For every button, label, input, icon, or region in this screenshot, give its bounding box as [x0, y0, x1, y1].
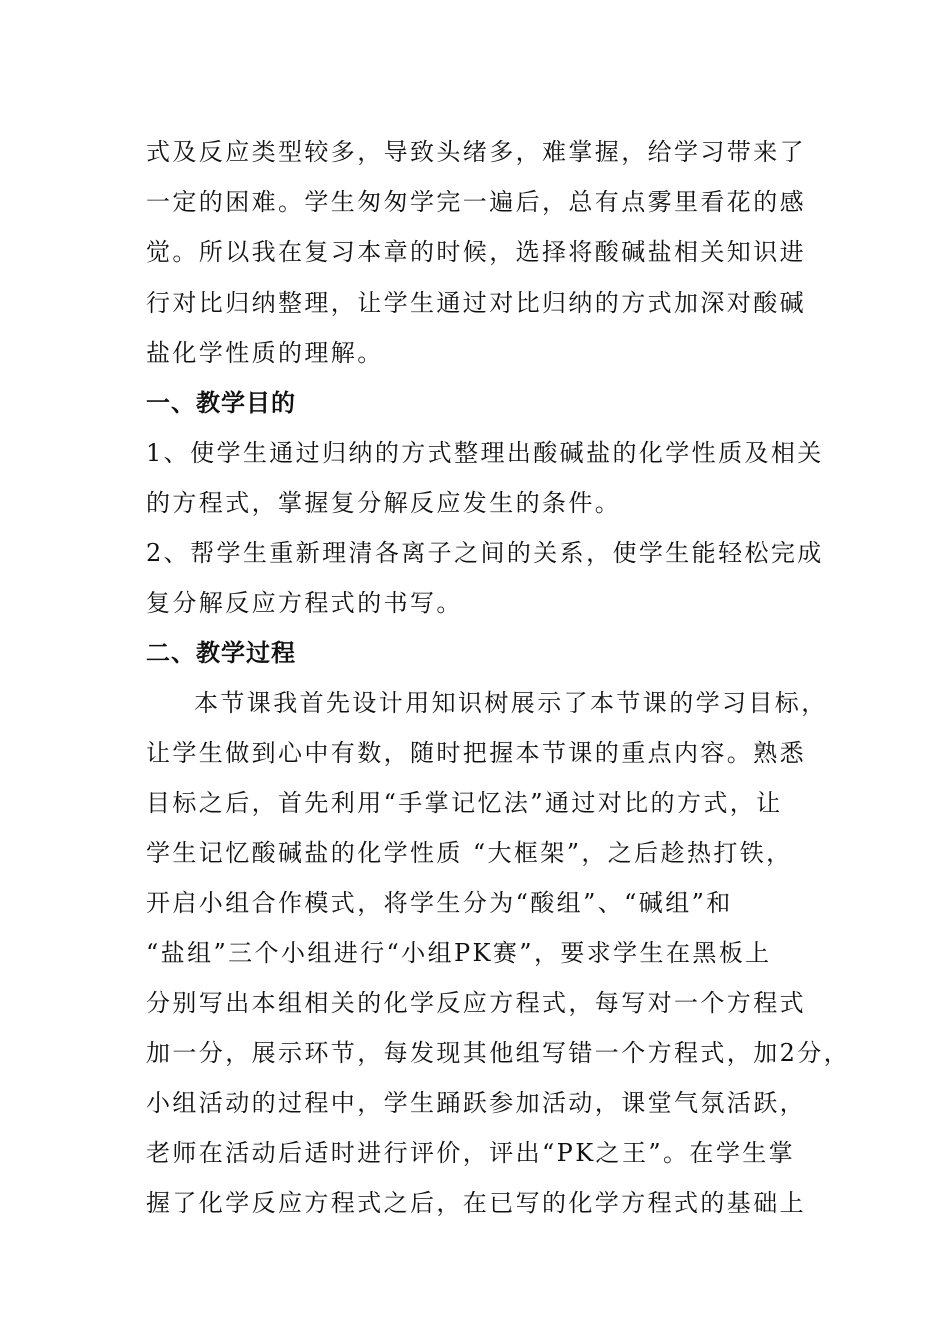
section-heading-teaching-process: 二、教学过程	[146, 639, 296, 667]
intro-line: 觉。所以我在复习本章的时候，选择将酸碱盐相关知识进	[146, 238, 806, 266]
process-paragraph-line: 老师在活动后适时进行评价，评出“PK之王”。在学生掌	[146, 1139, 796, 1167]
purpose-item-2-line: 2、帮学生重新理清各离子之间的关系，使学生能轻松完成	[146, 539, 824, 567]
section-heading-teaching-purpose: 一、教学目的	[146, 389, 296, 417]
process-paragraph-line: 让学生做到心中有数，随时把握本节课的重点内容。熟悉	[146, 739, 806, 767]
process-paragraph-line: “盐组”三个小组进行“小组PK赛”，要求学生在黑板上	[146, 939, 772, 967]
intro-line: 式及反应类型较多，导致头绪多，难掌握，给学习带来了	[146, 138, 806, 166]
purpose-item-1-line: 的方程式，掌握复分解反应发生的条件。	[146, 489, 622, 517]
intro-line: 一定的困难。学生匆匆学完一遍后，总有点雾里看花的感	[146, 188, 806, 216]
purpose-item-2-line: 复分解反应方程式的书写。	[146, 589, 463, 617]
process-paragraph-line: 加一分，展示环节，每发现其他组写错一个方程式，加2分，	[146, 1039, 851, 1067]
process-paragraph-line: 小组活动的过程中，学生踊跃参加活动，课堂气氛活跃，	[146, 1089, 806, 1117]
process-paragraph-line: 分别写出本组相关的化学反应方程式，每写对一个方程式	[146, 989, 806, 1017]
process-paragraph-line: 学生记忆酸碱盐的化学性质 “大框架”，之后趁热打铁，	[146, 839, 793, 867]
intro-line: 盐化学性质的理解。	[146, 339, 384, 367]
intro-line: 行对比归纳整理，让学生通过对比归纳的方式加深对酸碱	[146, 289, 806, 317]
process-paragraph-line: 目标之后，首先利用“手掌记忆法”通过对比的方式，让	[146, 789, 783, 817]
process-paragraph-line: 开启小组合作模式，将学生分为“酸组”、“碱组”和	[146, 889, 733, 917]
purpose-item-1-line: 1、使学生通过归纳的方式整理出酸碱盐的化学性质及相关	[146, 439, 824, 467]
process-paragraph-line: 本节课我首先设计用知识树展示了本节课的学习目标，	[194, 689, 828, 717]
process-paragraph-line: 握了化学反应方程式之后，在已写的化学方程式的基础上	[146, 1189, 806, 1217]
